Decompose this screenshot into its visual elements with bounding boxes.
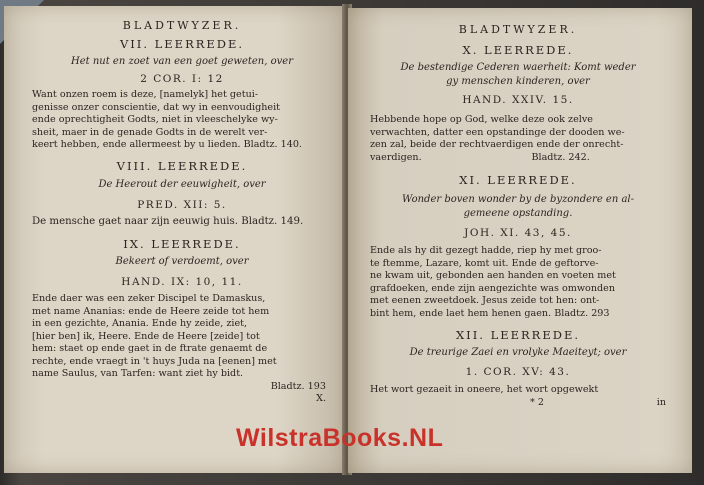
section-body (370, 114, 666, 164)
section-body (32, 216, 332, 229)
body-line: bint hem, ende laet hem henen gaen. Bladtz. 293 (370, 307, 610, 319)
body-line: Het wort gezaeit in oneere, het wort opgewekt (370, 384, 599, 395)
section-body (370, 245, 666, 320)
scripture-reference: HAND. IX: 10, 11. (121, 276, 243, 288)
page-header: BLADTWYZER. (122, 19, 242, 32)
section-body (370, 384, 666, 409)
page-header: BLADTWYZER. (458, 23, 578, 36)
body-line: zen zal, beide der rechtvaerdigen ende der onrecht- (370, 139, 624, 150)
catchword: in (656, 396, 666, 408)
right-page (348, 8, 692, 473)
section-subtitle: De treurige Zaei en vrolyke Maeiteyt; over (409, 347, 627, 358)
scripture-reference: JOH. XI. 43, 45. (464, 227, 572, 239)
section-title: X. LEERREDE. (462, 43, 574, 57)
section-subtitle: Het nut en zoet van een goet geweten, over (71, 56, 293, 67)
body-line: Want onzen roem is deze, [namelyk] het getui- (32, 89, 259, 100)
body-line: sheit, maer in de genade Godts in de werelt ver- (32, 126, 268, 138)
watermark-initial: W (236, 424, 260, 452)
section-body (32, 89, 332, 152)
catchword: X. (316, 393, 326, 404)
body-line: [hier ben] ik, Heere. Ende de Heere [zeide] tot (32, 330, 260, 342)
body-line: met name Ananias: ende de Heere zeide tot hem (32, 305, 270, 317)
body-line: in een gezichte, Anania. Ende hy zeide, ziet, (32, 318, 248, 329)
section-title: VIII. LEERREDE. (116, 158, 248, 173)
body-line: genisse onzer conscientie, dat wy in eenvoudigheit (32, 101, 280, 113)
section-title: XI. LEERREDE. (459, 173, 577, 187)
section-subtitle: Wonder boven wonder by de byzondere en al- (401, 194, 635, 205)
section-title: XII. LEERREDE. (456, 328, 580, 342)
section-subtitle: gemeene opstanding. (463, 208, 573, 219)
watermark-tld: NL (409, 424, 444, 452)
signature-mark (370, 397, 666, 409)
body-line: met eenen zweetdoek. Jesus zeide tot hen: ont- (370, 295, 600, 306)
section-subtitle: De bestendige Cederen waerheit: Komt weder (400, 62, 636, 73)
watermark-dot: . (401, 424, 410, 452)
watermark-logo (236, 424, 476, 456)
signature-mark-text: * 2 (530, 396, 544, 408)
body-line: Ende als hy dit gezegt hadde, riep hy met groo- (370, 245, 602, 256)
page-reference: Bladtz. 193 (270, 380, 326, 392)
body-line: ende oprechtigheit Godts, niet in vleeschelyke wy- (32, 114, 278, 125)
body-line: ne kwam uit, gebonden aen handen en voeten met (370, 270, 616, 281)
section-title: IX. LEERREDE. (123, 237, 241, 251)
scripture-reference: HAND. XXIV. 15. (462, 94, 574, 106)
body-line: De mensche gaet naar zijn eeuwig huis. Bladtz. 149. (32, 215, 304, 227)
scripture-reference: 2 COR. I: 12 (140, 73, 224, 85)
section-subtitle: De Heerout der eeuwigheit, over (98, 178, 266, 190)
body-line: vaerdigen. Bladtz. 242. (370, 151, 590, 163)
body-line: Hebbende hope op God, welke deze ook zelve (370, 114, 593, 125)
section-title: VII. LEERREDE. (119, 37, 245, 51)
scripture-reference: PRED. XII: 5. (137, 198, 227, 211)
section-subtitle: gy menschen kinderen, over (446, 76, 590, 87)
body-line: verwachten, datter een opstandinge der dooden we- (370, 126, 625, 138)
section-body (32, 293, 332, 406)
scripture-reference: 1. COR. XV: 43. (465, 366, 571, 378)
section-subtitle: Bekeert of verdoemt, over (115, 256, 249, 267)
body-line: name Saulus, van Tarfen: want ziet hy bidt. (32, 368, 244, 379)
body-line: hem: staet op ende gaet in de ftrate genaemt de (32, 343, 268, 354)
body-line: keert hebben, ende allermeest by u lieden. Bladtz. 140. (32, 139, 302, 150)
left-page (4, 6, 346, 473)
body-line: rechte, ende vraegt in 't huys Juda na [eenen] met (32, 355, 277, 367)
body-line: grafdoeken, ende zijn aengezichte was omwonden (370, 282, 616, 294)
body-line: Ende daer was een zeker Discipel te Damaskus, (32, 293, 266, 304)
body-line: te ftemme, Lazare, komt uit. Ende de geftorve- (370, 257, 599, 269)
watermark-name: ilstraBooks (259, 424, 402, 452)
